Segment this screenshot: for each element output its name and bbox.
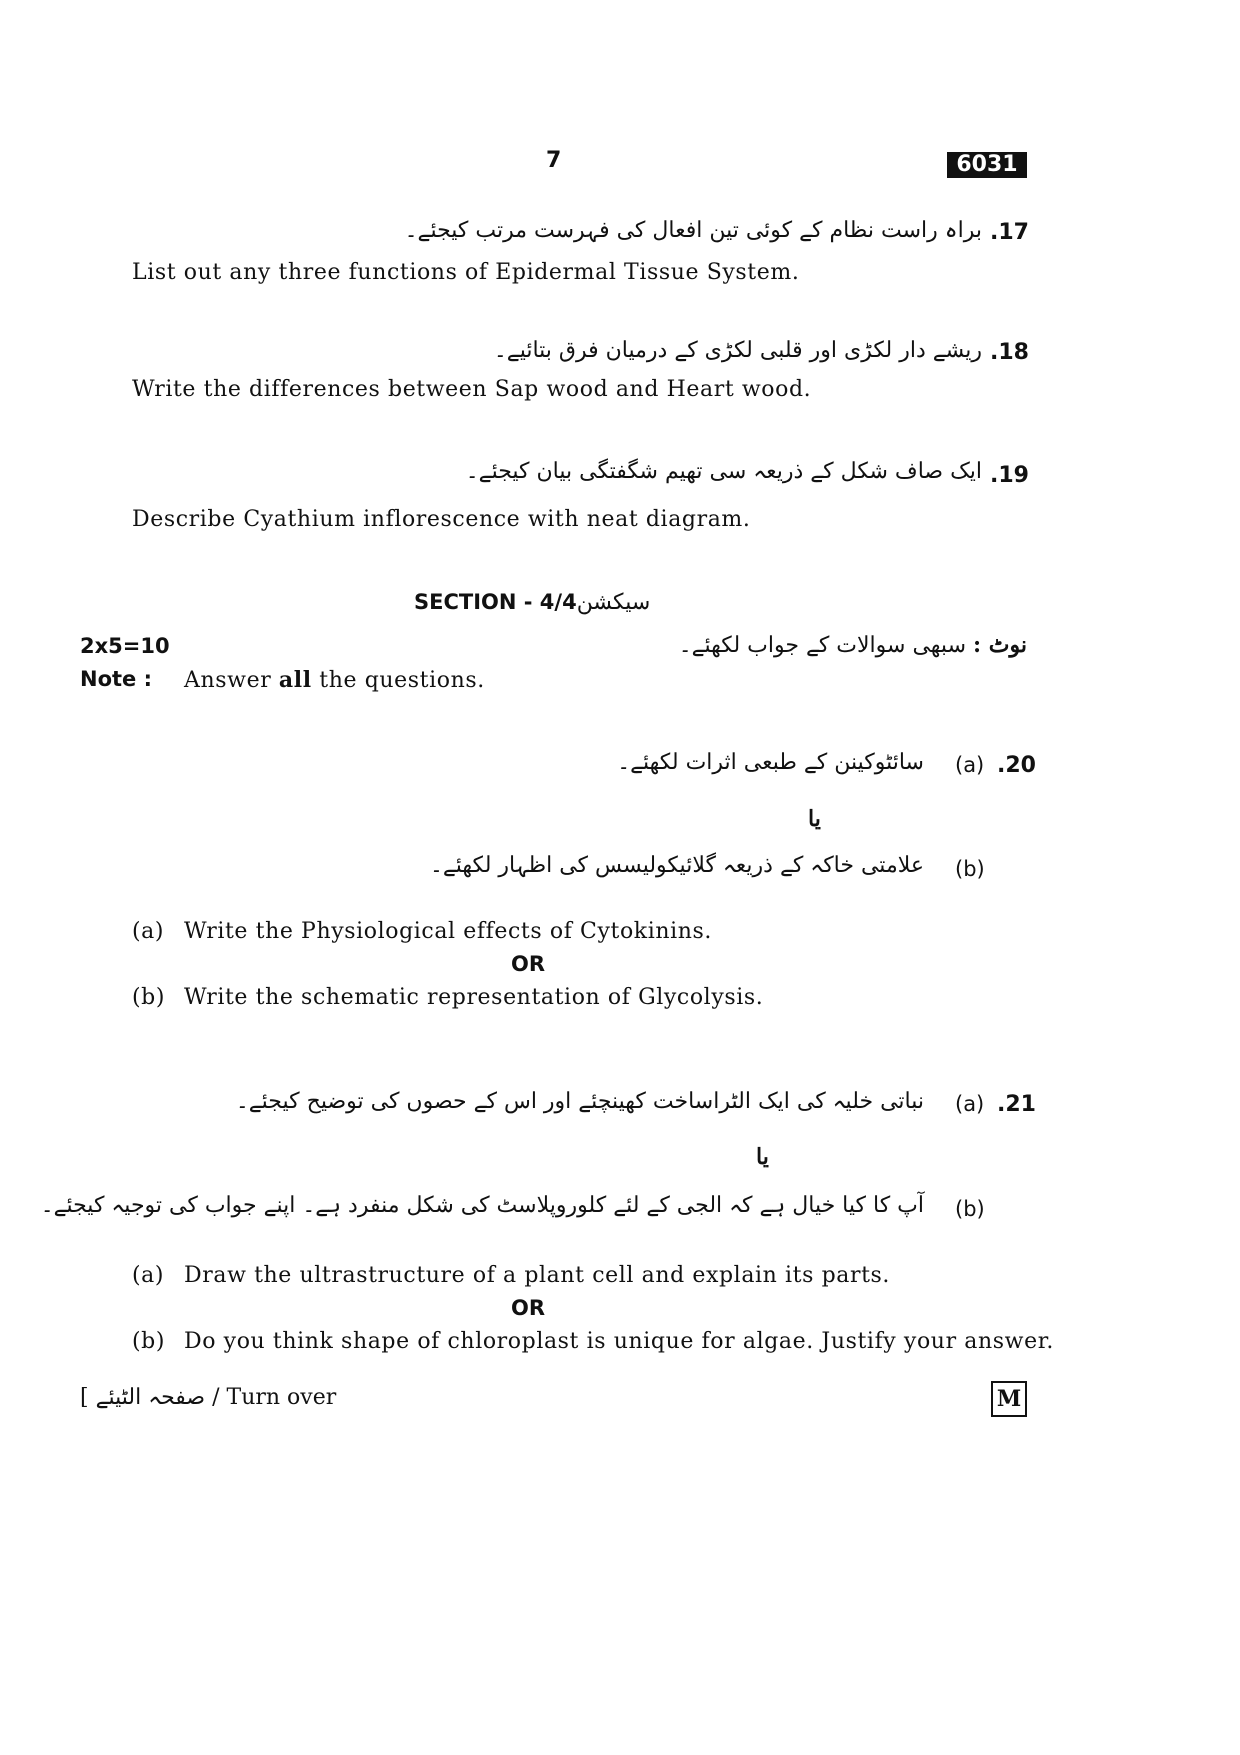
section-marks: 2x5=10 xyxy=(80,634,170,658)
note-urdu-label: نوٹ : xyxy=(973,632,1027,658)
question-21-or-english: OR xyxy=(511,1296,546,1320)
note-text-pre: Answer xyxy=(184,668,272,693)
question-20-or-urdu: یا xyxy=(808,806,821,832)
question-21b-english: Do you think shape of chloroplast is unique for algae. Justify your answer. xyxy=(184,1329,1054,1354)
question-21a-english-label: (a) xyxy=(132,1263,165,1288)
question-20b-urdu: علامتی خاکہ کے ذریعہ گلائیکولیسس کی اظہار لکھئے۔ xyxy=(429,853,924,878)
question-18-number: .18 xyxy=(990,340,1029,365)
question-20b-urdu-label: (b) xyxy=(955,857,985,881)
question-20a-urdu: سائٹوکینن کے طبعی اثرات لکھئے۔ xyxy=(617,750,924,775)
question-21a-urdu: نباتی خلیہ کی ایک الٹراساخت کھینچئے اور اس کے حصوں کی توضیح کیجئے۔ xyxy=(235,1089,924,1114)
turn-over-english: / Turn over xyxy=(212,1385,337,1410)
question-20b-english-label: (b) xyxy=(132,985,166,1010)
turn-over-bracket: [ xyxy=(80,1385,89,1410)
question-21b-english-label: (b) xyxy=(132,1329,166,1354)
question-20-or-english: OR xyxy=(511,952,546,976)
section-title-urdu: سیکشن xyxy=(576,590,651,615)
question-21-or-urdu: یا xyxy=(756,1144,769,1170)
question-19-english: Describe Cyathium inflorescence with neat diagram. xyxy=(132,507,751,532)
note-text xyxy=(184,667,485,693)
question-17-number: .17 xyxy=(990,220,1029,245)
note-urdu xyxy=(679,632,1027,658)
question-17-english: List out any three functions of Epidermal Tissue System. xyxy=(132,260,800,285)
question-21a-english: Draw the ultrastructure of a plant cell and explain its parts. xyxy=(184,1263,891,1288)
question-20-number: .20 xyxy=(997,753,1036,778)
m-box: M xyxy=(991,1381,1027,1417)
question-21b-urdu: آپ کا کیا خیال ہے کہ الجی کے لئے کلوروپلاسٹ کی شکل منفرد ہے۔ اپنے جواب کی توجیہ کیجئے۔ xyxy=(40,1193,924,1218)
question-20a-urdu-label: (a) xyxy=(955,753,985,777)
question-21-number: .21 xyxy=(997,1092,1036,1117)
question-18-urdu: ریشے دار لکڑی اور قلبی لکڑی کے درمیان فرق بتائیے۔ xyxy=(493,338,982,363)
note-text-post: the questions. xyxy=(319,668,485,693)
section-heading xyxy=(414,590,650,615)
question-20b-english: Write the schematic representation of Glycolysis. xyxy=(184,985,764,1010)
question-21b-urdu-label: (b) xyxy=(955,1197,985,1221)
question-17-urdu: براہ راست نظام کے کوئی تین افعال کی فہرست مرتب کیجئے۔ xyxy=(404,218,982,243)
question-19-number: .19 xyxy=(990,463,1029,488)
question-20a-english: Write the Physiological effects of Cytokinins. xyxy=(184,919,713,944)
turn-over-note xyxy=(80,1385,336,1410)
note-text-bold: all xyxy=(278,667,312,693)
paper-code-badge: 6031 xyxy=(947,152,1027,178)
page-number: 7 xyxy=(546,148,562,173)
question-20a-english-label: (a) xyxy=(132,919,165,944)
question-21a-urdu-label: (a) xyxy=(955,1092,985,1116)
note-urdu-text: سبھی سوالات کے جواب لکھئے۔ xyxy=(678,633,967,658)
note-label: Note : xyxy=(80,667,152,691)
section-title: SECTION - 4/4 xyxy=(414,590,577,614)
question-18-english: Write the differences between Sap wood and Heart wood. xyxy=(132,377,812,402)
question-19-urdu: ایک صاف شکل کے ذریعہ سی تھیم شگفتگی بیان کیجئے۔ xyxy=(465,459,982,484)
turn-over-urdu: صفحہ الٹیئے xyxy=(95,1385,206,1410)
